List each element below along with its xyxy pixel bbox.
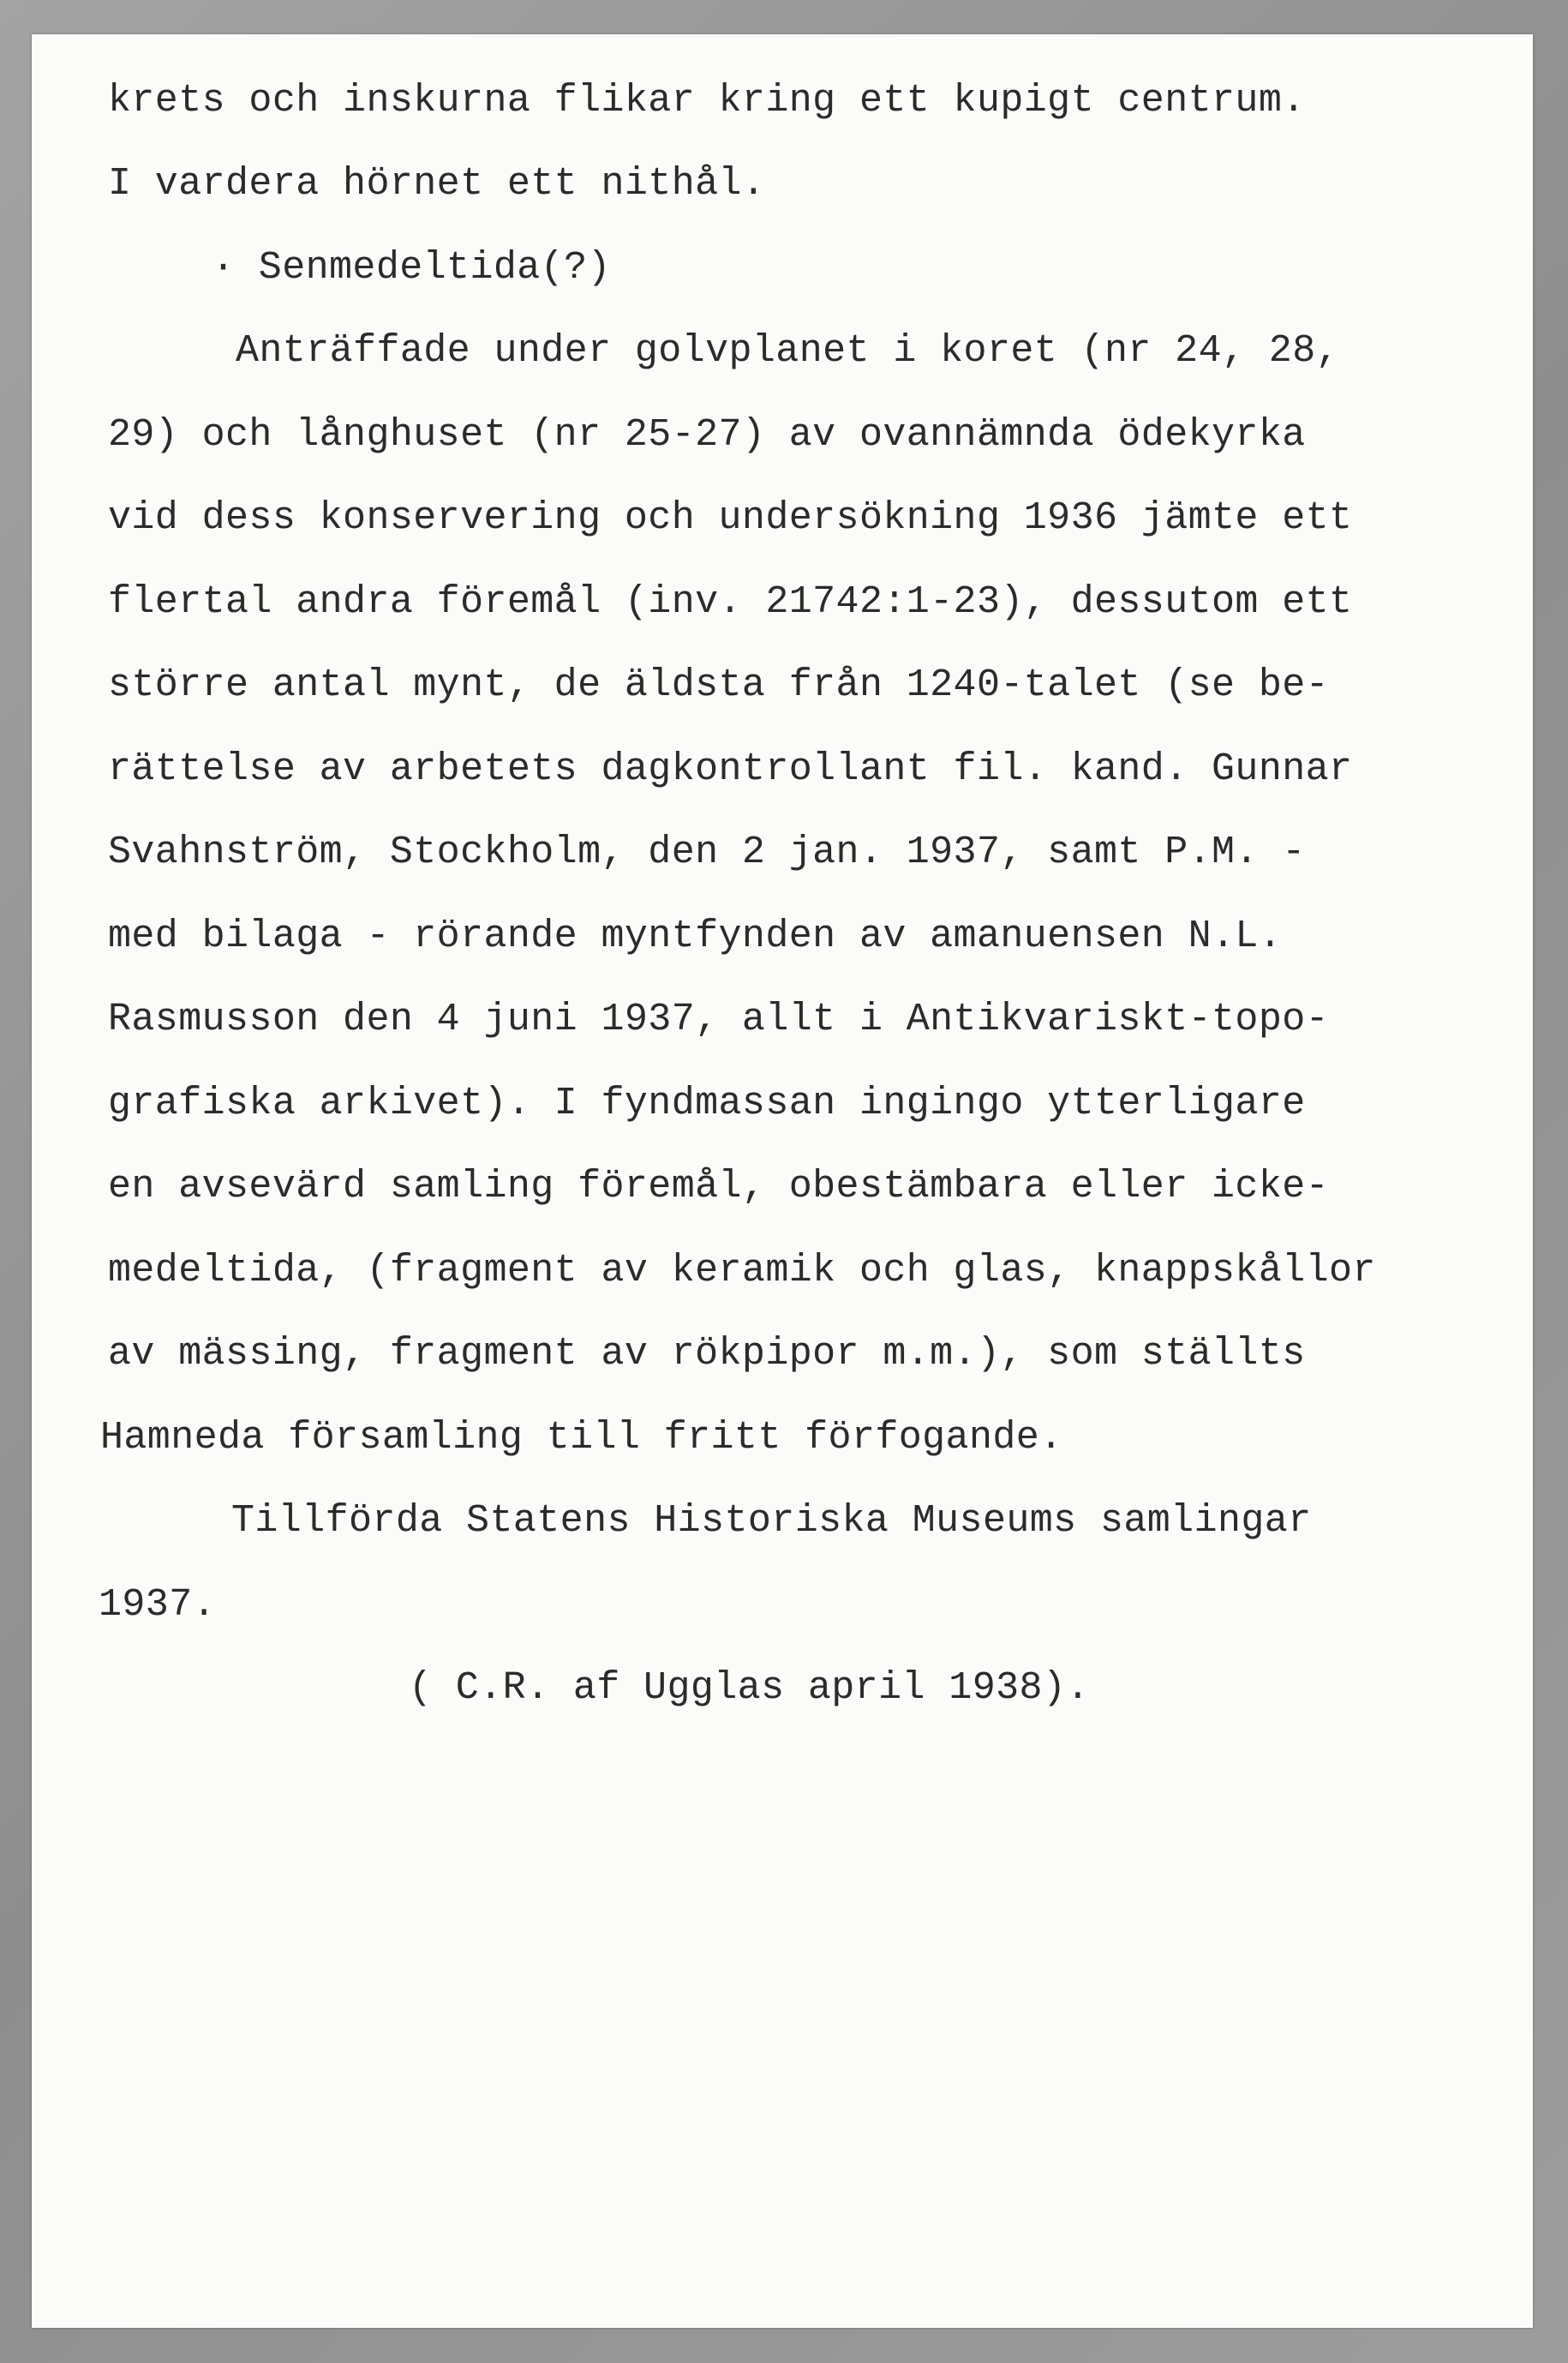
text-line-4: Anträffade under golvplanet i koret (nr 24, 28,	[236, 329, 1340, 373]
text-line-12: Rasmusson den 4 juni 1937, allt i Antikvariskt-topo-	[108, 998, 1330, 1041]
text-line-18: Tillförda Statens Historiska Museums samlingar	[231, 1499, 1312, 1543]
text-line-19: 1937.	[99, 1583, 217, 1627]
text-line-1: krets och inskurna flikar kring ett kupigt centrum.	[108, 79, 1306, 123]
text-line-9: rättelse av arbetets dagkontrollant fil. kand. Gunnar	[108, 747, 1353, 791]
text-line-8: större antal mynt, de äldsta från 1240-talet (se be-	[108, 663, 1330, 707]
text-line-6: vid dess konservering och undersökning 1936 jämte ett	[108, 496, 1353, 540]
text-line-15: medeltida, (fragment av keramik och glas, knappskållor	[108, 1249, 1376, 1292]
text-line-11: med bilaga - rörande myntfynden av amanuensen N.L.	[108, 915, 1283, 958]
text-line-5: 29) och långhuset (nr 25-27) av ovannämnda ödekyrka	[108, 413, 1306, 457]
text-line-14: en avsevärd samling föremål, obestämbara eller icke-	[108, 1165, 1330, 1208]
text-line-7: flertal andra föremål (inv. 21742:1-23), dessutom ett	[108, 580, 1353, 624]
text-line-10: Svahnström, Stockholm, den 2 jan. 1937, samt P.M. -	[108, 831, 1306, 874]
document-page	[32, 34, 1533, 2328]
text-line-16: av mässing, fragment av rökpipor m.m.), som ställts	[108, 1332, 1306, 1376]
text-line-13: grafiska arkivet). I fyndmassan ingingo ytterligare	[108, 1082, 1306, 1125]
signature-line: ( C.R. af Ugglas april 1938).	[409, 1666, 1090, 1710]
text-line-17: Hamneda församling till fritt förfogande.	[100, 1416, 1063, 1460]
text-line-3: · Senmedeltida(?)	[212, 246, 611, 290]
text-line-2: I vardera hörnet ett nithål.	[108, 162, 766, 206]
